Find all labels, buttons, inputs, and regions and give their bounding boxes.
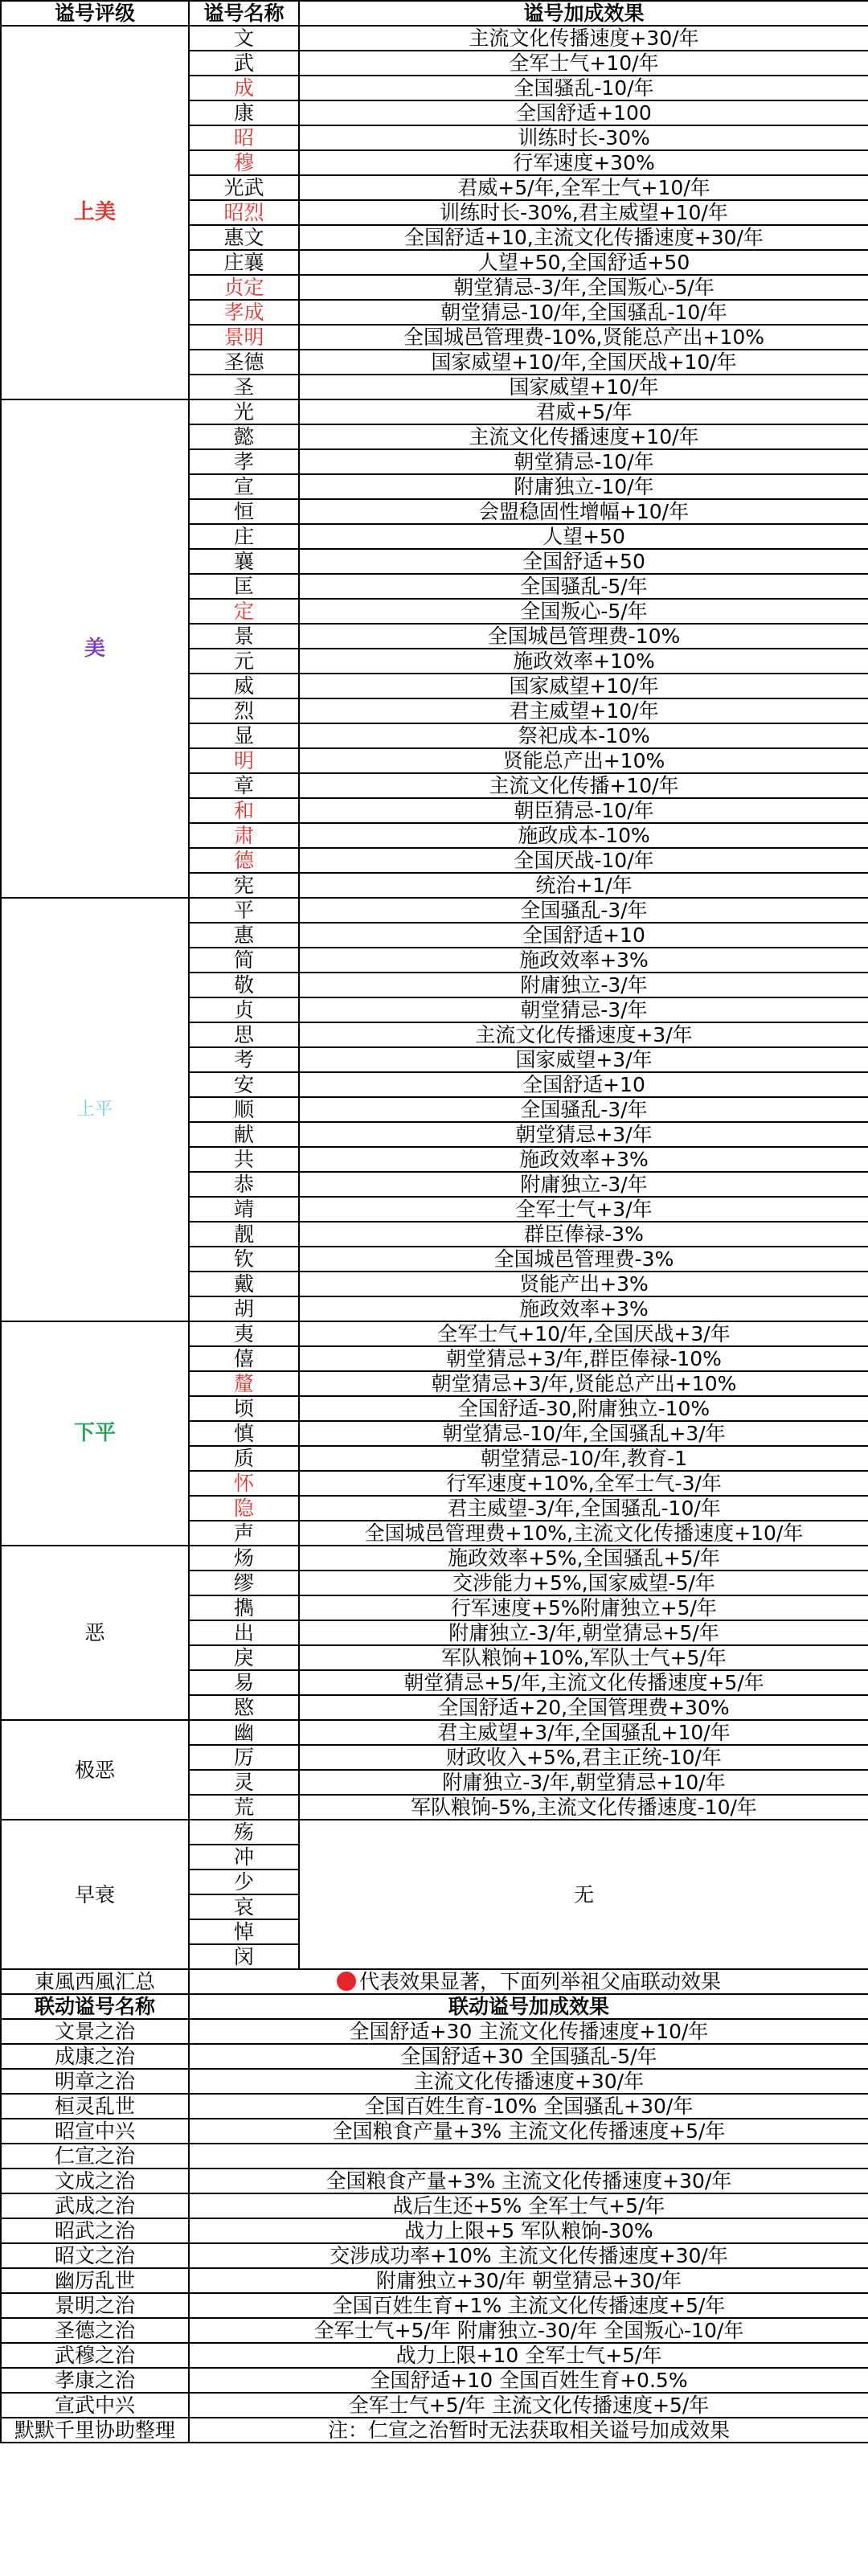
grade-cell: 上美 [1,26,189,399]
title-name: 胡 [189,1296,299,1321]
title-name: 烈 [189,698,299,723]
linked-name: 武穆之治 [1,2343,189,2368]
linked-row [1,2144,868,2169]
grade-cell: 上平 [1,898,189,1321]
title-name: 贞定 [189,275,299,300]
title-name: 肃 [189,823,299,848]
title-name: 哀 [189,1894,299,1919]
table-row [1,1820,868,1845]
title-effect: 主流文化传播速度+10/年 [299,424,868,449]
linked-name: 景明之治 [1,2293,189,2318]
title-effect: 行军速度+30% [299,150,868,175]
title-effect: 全军士气+10/年,全国厌战+3/年 [299,1321,868,1346]
linked-effect: 全国粮食产量+3% 主流文化传播速度+30/年 [189,2169,868,2193]
header-grade: 谥号评级 [1,1,189,26]
title-effect: 施政效率+3% [299,948,868,973]
linked-header-name: 联动谥号名称 [1,1994,189,2019]
title-effect: 全国城邑管理费-10% [299,624,868,649]
linked-row [1,2169,868,2193]
title-name: 简 [189,948,299,973]
title-name: 庄 [189,524,299,549]
title-name: 出 [189,1620,299,1645]
title-effect: 附庸独立-3/年,朝堂猜忌+10/年 [299,1770,868,1795]
grade-cell: 早衰 [1,1820,189,1969]
title-name: 思 [189,1022,299,1047]
title-name: 声 [189,1521,299,1546]
title-effect: 全军士气+3/年 [299,1197,868,1222]
title-effect: 全国舒适+10 [299,1072,868,1097]
title-name: 穆 [189,150,299,175]
title-effect: 全国叛心-5/年 [299,599,868,624]
title-effect: 附庸独立-3/年 [299,1172,868,1197]
linked-effect: 全国舒适+30 主流文化传播速度+10/年 [189,2019,868,2044]
title-effect: 训练时长-30%,君主威望+10/年 [299,200,868,225]
title-name: 宣 [189,474,299,499]
title-effect: 群臣俸禄-3% [299,1222,868,1247]
title-effect: 君威+5/年,全军士气+10/年 [299,175,868,200]
grade-cell: 美 [1,399,189,898]
linked-name: 宣武中兴 [1,2393,189,2418]
title-name: 靓 [189,1222,299,1247]
summary-label: 東風西風汇总 [1,1969,189,1994]
linked-name: 孝康之治 [1,2368,189,2393]
title-effect: 施政效率+5%,全国骚乱+5/年 [299,1546,868,1571]
title-effect: 朝堂猜忌-10/年 [299,449,868,474]
title-name: 惠 [189,923,299,948]
linked-name: 桓灵乱世 [1,2094,189,2119]
linked-name: 明章之治 [1,2069,189,2094]
summary-note: 代表效果显著，下面列举祖父庙联动效果 [358,1970,721,1993]
table-row [1,1321,868,1346]
linked-effect: 全国舒适+10 全国百姓生育+0.5% [189,2368,868,2393]
linked-effect [189,2144,868,2169]
title-name: 共 [189,1147,299,1172]
linked-row [1,2044,868,2069]
grade-cell: 极恶 [1,1720,189,1820]
title-name: 敬 [189,973,299,997]
title-effect: 国家威望+10/年 [299,375,868,399]
title-name: 夷 [189,1321,299,1346]
title-name: 章 [189,773,299,798]
title-effect: 主流文化传播速度+30/年 [299,26,868,51]
linked-effect: 全军士气+5/年 主流文化传播速度+5/年 [189,2393,868,2418]
linked-effect: 战力上限+10 全军士气+5/年 [189,2343,868,2368]
title-effect: 君主威望-3/年,全国骚乱-10/年 [299,1496,868,1521]
linked-row [1,2343,868,2368]
summary-note-cell [189,1969,868,1994]
title-effect: 全国厌战-10/年 [299,848,868,873]
title-effect: 全国城邑管理费-10%,贤能总产出+10% [299,325,868,350]
title-effect: 财政收入+5%,君主正统-10/年 [299,1745,868,1770]
linked-name: 幽厉乱世 [1,2268,189,2293]
title-name: 荒 [189,1795,299,1820]
title-name: 慎 [189,1421,299,1446]
linked-name: 昭武之治 [1,2218,189,2243]
title-name: 考 [189,1047,299,1072]
title-effect: 交涉能力+5%,国家威望-5/年 [299,1571,868,1595]
title-name: 和 [189,798,299,823]
title-effect: 行军速度+10%,全军士气-3/年 [299,1471,868,1496]
title-effect: 全国舒适+100 [299,100,868,125]
title-effect: 朝堂猜忌+5/年,主流文化传播速度+5/年 [299,1670,868,1695]
title-effect: 全国骚乱-3/年 [299,1097,868,1122]
title-name: 圣 [189,375,299,399]
linked-effect: 主流文化传播速度+30/年 [189,2069,868,2094]
title-effect: 君主威望+10/年 [299,698,868,723]
header-name: 谥号名称 [189,1,299,26]
title-effect: 君威+5/年 [299,399,868,424]
title-name: 武 [189,51,299,76]
title-name: 成 [189,76,299,100]
title-name: 威 [189,674,299,698]
title-effect: 全国骚乱-10/年 [299,76,868,100]
title-effect: 施政成本-10% [299,823,868,848]
title-effect: 施政效率+3% [299,1147,868,1172]
linked-row [1,2193,868,2218]
title-effect: 全国城邑管理费-3% [299,1247,868,1272]
title-effect: 祭祀成本-10% [299,723,868,748]
title-name: 殇 [189,1820,299,1845]
linked-name: 昭宣中兴 [1,2119,189,2144]
linked-row [1,2393,868,2418]
title-name: 贞 [189,997,299,1022]
title-effect: 军队粮饷-5%,主流文化传播速度-10/年 [299,1795,868,1820]
title-name: 质 [189,1446,299,1471]
title-name: 景明 [189,325,299,350]
title-effect: 会盟稳固性增幅+10/年 [299,499,868,524]
title-effect: 国家威望+10/年,全国厌战+10/年 [299,350,868,375]
title-name: 宪 [189,873,299,898]
title-name: 光武 [189,175,299,200]
title-name: 元 [189,649,299,674]
title-effect: 朝堂猜忌-3/年 [299,997,868,1022]
linked-header-row [1,1994,868,2019]
title-effect: 主流文化传播+10/年 [299,773,868,798]
title-name: 懿 [189,424,299,449]
title-name: 献 [189,1122,299,1147]
title-name: 靖 [189,1197,299,1222]
linked-effect: 全国舒适+30 全国骚乱-5/年 [189,2044,868,2069]
linked-name: 圣德之治 [1,2318,189,2343]
title-effect: 附庸独立-3/年 [299,973,868,997]
title-name: 孝成 [189,300,299,325]
title-effect: 统治+1/年 [299,873,868,898]
linked-effect: 全国粮食产量+3% 主流文化传播速度+5/年 [189,2119,868,2144]
title-name: 愍 [189,1695,299,1720]
linked-row [1,2218,868,2243]
title-name: 恭 [189,1172,299,1197]
title-name: 擕 [189,1595,299,1620]
linked-row [1,2094,868,2119]
title-name: 钦 [189,1247,299,1272]
title-name: 昭 [189,125,299,150]
title-effect: 朝堂猜忌+3/年,贤能总产出+10% [299,1371,868,1396]
title-name: 灵 [189,1770,299,1795]
linked-name: 仁宣之治 [1,2144,189,2169]
title-name: 平 [189,898,299,923]
title-name: 文 [189,26,299,51]
title-name: 昭烈 [189,200,299,225]
title-name: 孝 [189,449,299,474]
linked-row [1,2368,868,2393]
linked-name: 文景之治 [1,2019,189,2044]
linked-row [1,2019,868,2044]
title-name: 康 [189,100,299,125]
linked-row [1,2069,868,2094]
title-name: 隐 [189,1496,299,1521]
linked-name: 武成之治 [1,2193,189,2218]
title-name: 僖 [189,1346,299,1371]
title-name: 冲 [189,1845,299,1870]
title-effect: 全国城邑管理费+10%,主流文化传播速度+10/年 [299,1521,868,1546]
title-name: 恒 [189,499,299,524]
title-name: 明 [189,748,299,773]
title-effect: 全国舒适+20,全国管理费+30% [299,1695,868,1720]
linked-effect: 全国百姓生育+1% 主流文化传播速度+5/年 [189,2293,868,2318]
grade-cell: 恶 [1,1546,189,1720]
title-effect: 国家威望+10/年 [299,674,868,698]
table-row [1,898,868,923]
footer-credit: 默默千里协助整理 [1,2418,189,2443]
title-name: 闵 [189,1944,299,1969]
linked-row [1,2119,868,2144]
linked-name: 昭文之治 [1,2243,189,2268]
header-row [1,1,868,26]
title-effect: 附庸独立-3/年,朝堂猜忌+5/年 [299,1620,868,1645]
title-effect: 训练时长-30% [299,125,868,150]
title-name: 釐 [189,1371,299,1396]
title-name: 定 [189,599,299,624]
title-effect: 全国舒适-30,附庸独立-10% [299,1396,868,1421]
title-name: 匡 [189,574,299,599]
summary-row [1,1969,868,1994]
footer-note: 注：仁宣之治暂时无法获取相关谥号加成效果 [189,2418,868,2443]
title-effect: 施政效率+10% [299,649,868,674]
title-name: 戾 [189,1645,299,1670]
title-name: 景 [189,624,299,649]
title-name: 缪 [189,1571,299,1595]
title-effect: 贤能产出+3% [299,1272,868,1296]
title-name: 圣德 [189,350,299,375]
title-effect: 朝臣猜忌-10/年 [299,798,868,823]
linked-row [1,2243,868,2268]
linked-effect: 附庸独立+30/年 朝堂猜忌+30/年 [189,2268,868,2293]
title-effect: 人望+50,全国舒适+50 [299,250,868,275]
linked-name: 文成之治 [1,2169,189,2193]
linked-row [1,2318,868,2343]
title-name: 顺 [189,1097,299,1122]
title-effect: 朝堂猜忌-10/年,全国骚乱+3/年 [299,1421,868,1446]
title-name: 厉 [189,1745,299,1770]
linked-effect: 交涉成功率+10% 主流文化传播速度+30/年 [189,2243,868,2268]
title-name: 庄襄 [189,250,299,275]
title-effect: 朝堂猜忌-10/年,全国骚乱-10/年 [299,300,868,325]
title-name: 安 [189,1072,299,1097]
title-effect: 国家威望+3/年 [299,1047,868,1072]
footer-row [1,2418,868,2443]
title-name: 惠文 [189,225,299,250]
title-effect: 全国骚乱-5/年 [299,574,868,599]
linked-effect: 全国百姓生育-10% 全国骚乱+30/年 [189,2094,868,2119]
title-effect: 朝堂猜忌-10/年,教育-1 [299,1446,868,1471]
title-effect: 朝堂猜忌+3/年,群臣俸禄-10% [299,1346,868,1371]
linked-effect: 战后生还+5% 全军士气+5/年 [189,2193,868,2218]
title-effect: 全国舒适+10 [299,923,868,948]
title-effect: 附庸独立-10/年 [299,474,868,499]
title-name: 幽 [189,1720,299,1745]
title-name: 少 [189,1870,299,1894]
title-name: 顷 [189,1396,299,1421]
linked-row [1,2268,868,2293]
red-dot-icon [337,1972,356,1991]
title-name: 炀 [189,1546,299,1571]
table-row [1,1720,868,1745]
title-name: 怀 [189,1471,299,1496]
title-effect: 军队粮饷+10%,军队士气+5/年 [299,1645,868,1670]
title-effect: 君主威望+3/年,全国骚乱+10/年 [299,1720,868,1745]
table-row [1,1546,868,1571]
title-name: 显 [189,723,299,748]
title-effect: 全国舒适+10,主流文化传播速度+30/年 [299,225,868,250]
title-name: 易 [189,1670,299,1695]
title-effect: 全国骚乱-3/年 [299,898,868,923]
linked-header-effect: 联动谥号加成效果 [189,1994,868,2019]
header-effect: 谥号加成效果 [299,1,868,26]
title-name: 襄 [189,549,299,574]
title-effect: 行军速度+5%附庸独立+5/年 [299,1595,868,1620]
table-row [1,26,868,51]
table-row [1,399,868,424]
title-effect: 全军士气+10/年 [299,51,868,76]
linked-effect: 战力上限+5 军队粮饷-30% [189,2218,868,2243]
title-name: 悼 [189,1919,299,1944]
title-name: 德 [189,848,299,873]
title-effect: 无 [299,1820,868,1969]
title-effect: 全国舒适+50 [299,549,868,574]
title-effect: 朝堂猜忌-3/年,全国叛心-5/年 [299,275,868,300]
title-effect: 施政效率+3% [299,1296,868,1321]
grade-cell: 下平 [1,1321,189,1546]
title-name: 戴 [189,1272,299,1296]
title-name: 光 [189,399,299,424]
title-effect: 人望+50 [299,524,868,549]
title-effect: 贤能总产出+10% [299,748,868,773]
title-effect: 主流文化传播速度+3/年 [299,1022,868,1047]
linked-effect: 全军士气+5/年 附庸独立-30/年 全国叛心-10/年 [189,2318,868,2343]
linked-row [1,2293,868,2318]
linked-name: 成康之治 [1,2044,189,2069]
title-effect: 朝堂猜忌+3/年 [299,1122,868,1147]
